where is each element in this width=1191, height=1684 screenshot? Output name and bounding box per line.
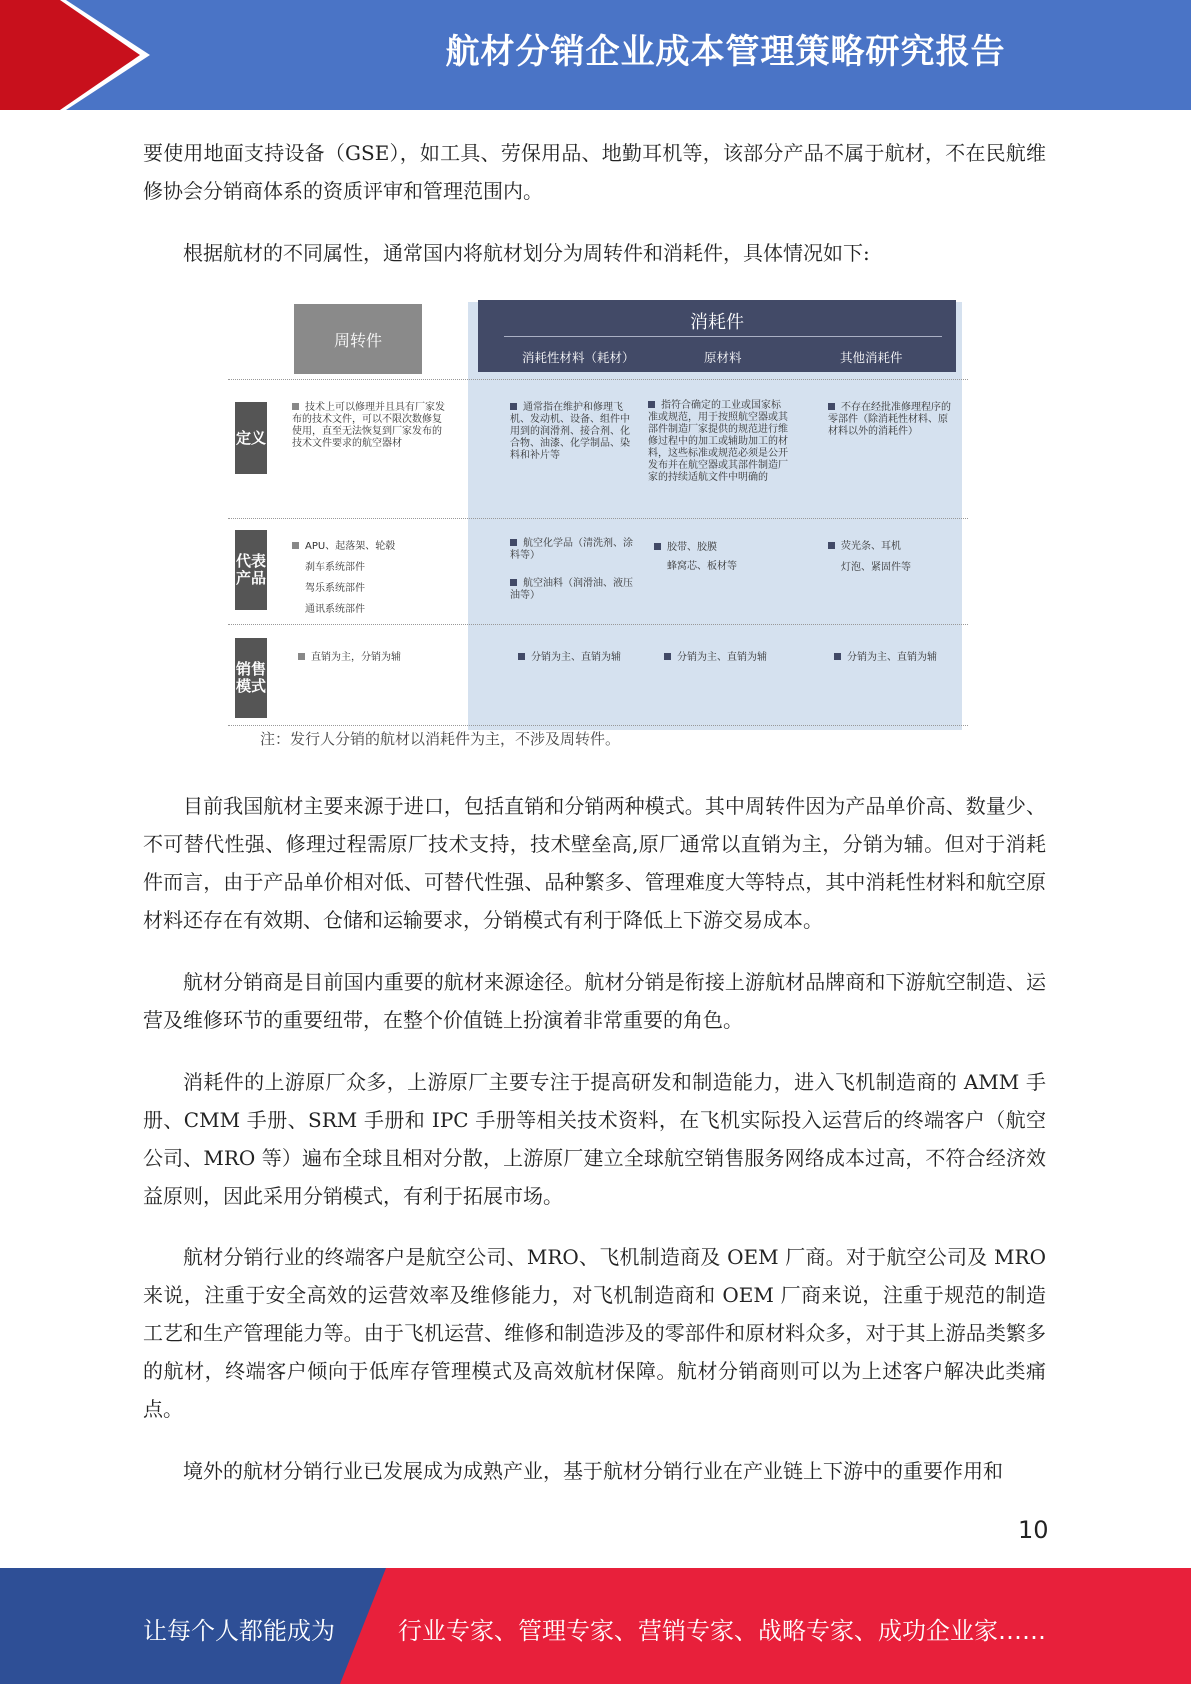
bullet-icon [664, 653, 671, 660]
bullet-icon [510, 403, 517, 410]
definition-other: 不存在经批准修理程序的零部件（除消耗性材料、原材料以外的消耗件） [828, 402, 951, 437]
bullet-icon [834, 653, 841, 660]
row-label-sales: 销售模式 [235, 638, 267, 718]
rotable-header: 周转件 [294, 304, 422, 374]
paragraph: 航材分销行业的终端客户是航空公司、MRO、飞机制造商及 OEM 厂商。对于航空公司及 MRO 来说，注重于安全高效的运营效率及维修能力，对飞机制造商和 OEM 厂商来说，注重于规范的制造工艺和生产管理能力等。由于飞机运营、维修和制造涉及的零部件和原材料众多，对于其上游品类繁多的航材，终端客户倾向于低库存管理模式及高效航材保障。航材分销商则可以为上述客户解决此类痛点。 [143, 1245, 1046, 1421]
row-label-products: 代表产品 [235, 530, 267, 610]
consumable-title: 消耗件 [690, 312, 744, 333]
bullet-icon [828, 403, 835, 410]
subheader-other: 其他消耗件 [840, 350, 903, 365]
paragraph: 要使用地面支持设备（GSE），如工具、劳保用品、地勤耳机等，该部分产品不属于航材，不在民航维修协会分销商体系的资质评审和管理范围内。 [143, 141, 1046, 203]
footer-slogan-left: 让每个人都能成为 [143, 1617, 335, 1645]
header-divider [504, 336, 942, 337]
paragraph: 境外的航材分销行业已发展成为成熟产业，基于航材分销行业在产业链上下游中的重要作用和 [183, 1459, 1003, 1483]
footer-slogan-right: 行业专家、管理专家、营销专家、战略专家、成功企业家…… [398, 1617, 1046, 1645]
bullet-icon [648, 401, 655, 408]
subheader-consumable-material: 消耗性材料（耗材） [522, 350, 635, 365]
row-divider [228, 725, 968, 726]
sales-consumable-material: 分销为主、直销为辅 [518, 652, 648, 664]
bullet-icon [298, 653, 305, 660]
products-raw-material: 胶带、胶膜 蜂窝芯、板材等 [654, 538, 784, 576]
bullet-icon [292, 542, 299, 549]
bullet-icon [654, 543, 661, 550]
bullet-icon [510, 539, 517, 546]
definition-raw-material: 指符合确定的工业或国家标准或规范，用于按照航空器或其部件制造厂家提供的规范进行维修过程中的加工或辅助加工的材料，这些标准或规范必须是公开发布并在航空器或其部件制造厂家的持续适航文件中明确的 [648, 400, 788, 483]
footer-bar [0, 1568, 1191, 1684]
products-rotable: APU、起落架、轮毂 刹车系统部件 驾乐系统部件 通讯系统部件 [292, 536, 452, 620]
page-number: 10 [1018, 1516, 1049, 1544]
row-divider [228, 518, 968, 519]
paragraph: 航材分销商是目前国内重要的航材来源途径。航材分销是衔接上游航材品牌商和下游航空制造、运营及维修环节的重要纽带，在整个价值链上扮演着非常重要的角色。 [143, 970, 1046, 1032]
bullet-icon [510, 579, 517, 586]
paragraph: 消耗件的上游原厂众多，上游原厂主要专注于提高研发和制造能力，进入飞机制造商的 AMM 手册、CMM 手册、SRM 手册和 IPC 手册等相关技术资料，在飞机实际投入运营后的终端客户（航空公司、MRO 等）遍布全球且相对分散，上游原厂建立全球航空销售服务网络成本过高，不符合经济效益原则，因此采用分销模式，有利于拓展市场。 [143, 1070, 1046, 1208]
bullet-icon [518, 653, 525, 660]
products-other: 荧光条、耳机 灯泡、紧固件等 [828, 536, 958, 578]
row-label-definition: 定义 [235, 402, 267, 474]
products-consumable-material: 航空化学品（清洗剂、涂料等） 航空油料（润滑油、液压油等） [510, 538, 633, 601]
bullet-icon [292, 403, 299, 410]
sales-raw-material: 分销为主、直销为辅 [664, 652, 794, 664]
bullet-icon [828, 542, 835, 549]
report-title: 航材分销企业成本管理策略研究报告 [445, 32, 1006, 72]
sales-other: 分销为主、直销为辅 [834, 652, 964, 664]
paragraph: 目前我国航材主要来源于进口，包括直销和分销两种模式。其中周转件因为产品单价高、数量少、不可替代性强、修理过程需原厂技术支持，技术壁垒高,原厂通常以直销为主，分销为辅。但对于消耗件而言，由于产品单价相对低、可替代性强、品种繁多、管理难度大等特点，其中消耗性材料和航空原材料还存在有效期、仓储和运输要求，分销模式有利于降低上下游交易成本。 [143, 794, 1046, 932]
definition-consumable-material: 通常指在维护和修理飞机、发动机、设备、组件中用到的润滑剂、接合剂、化合物、油漆、化学制品、染料和补片等 [510, 402, 630, 461]
header-arrow-icon [0, 0, 260, 110]
consumable-header [478, 300, 956, 372]
header-bar [0, 0, 1191, 110]
subheader-raw-material: 原材料 [704, 350, 742, 365]
row-divider [228, 379, 968, 380]
definition-rotable: 技术上可以修理并且具有厂家发布的技术文件，可以不限次数修复使用，直至无法恢复到厂家发布的技术文件要求的航空器材 [292, 402, 445, 449]
figure-note: 注：发行人分销的航材以消耗件为主，不涉及周转件。 [260, 730, 621, 748]
paragraph: 根据航材的不同属性，通常国内将航材划分为周转件和消耗件，具体情况如下: [183, 241, 870, 265]
row-divider [228, 624, 968, 625]
sales-rotable: 直销为主，分销为辅 [298, 652, 458, 664]
classification-figure [228, 296, 968, 748]
